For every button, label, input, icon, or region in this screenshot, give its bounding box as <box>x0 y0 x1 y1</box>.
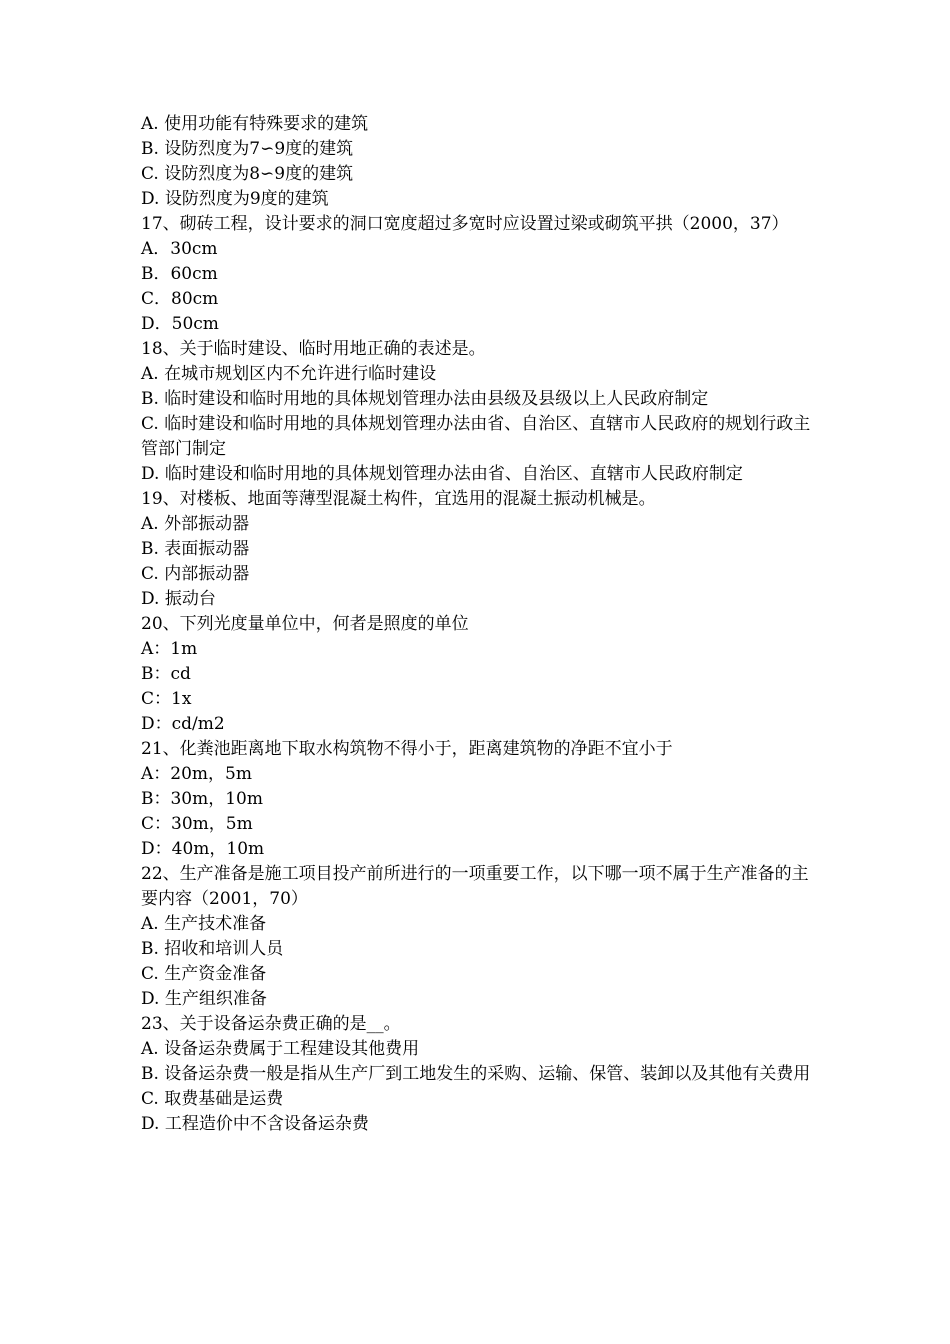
option-c: C. 临时建设和临时用地的具体规划管理办法由省、自治区、直辖市人民政府的规划行政主管部门制定 <box>141 414 811 459</box>
option-b: B. 临时建设和临时用地的具体规划管理办法由县级及县级以上人民政府制定 <box>141 389 709 409</box>
question-18: 18、关于临时建设、临时用地正确的表述是。 <box>141 339 486 359</box>
question-22: 22、生产准备是施工项目投产前所进行的一项重要工作，以下哪一项不属于生产准备的主要内容（2001，70） <box>141 864 809 909</box>
option-b: B. 表面振动器 <box>141 539 250 559</box>
option-c: C. 设防烈度为8∽9度的建筑 <box>141 164 354 184</box>
question-19: 19、对楼板、地面等薄型混凝土构件，宜选用的混凝土振动机械是。 <box>141 489 656 509</box>
option-c: C：1x <box>141 689 192 709</box>
option-c: C. 生产资金准备 <box>141 964 267 984</box>
option-a: A. 设备运杂费属于工程建设其他费用 <box>141 1039 420 1059</box>
question-23: 23、关于设备运杂费正确的是__。 <box>141 1014 401 1034</box>
option-c: C. 内部振动器 <box>141 564 250 584</box>
question-20: 20、下列光度量单位中，何者是照度的单位 <box>141 614 469 634</box>
option-b: B：cd <box>141 664 191 684</box>
option-c: C：30m，5m <box>141 814 253 834</box>
option-b: B：30m，10m <box>141 789 263 809</box>
option-a: A. 外部振动器 <box>141 514 250 534</box>
option-a: A. 生产技术准备 <box>141 914 267 934</box>
option-b: B. 招收和培训人员 <box>141 939 284 959</box>
option-d: D：40m，10m <box>141 839 265 859</box>
option-d: D．50cm <box>141 314 219 334</box>
option-a: A：1m <box>141 639 198 659</box>
option-b: B．60cm <box>141 264 218 284</box>
option-a: A. 在城市规划区内不允许进行临时建设 <box>141 364 437 384</box>
option-a: A：20m，5m <box>141 764 252 784</box>
option-c: C．80cm <box>141 289 219 309</box>
question-17: 17、砌砖工程，设计要求的洞口宽度超过多宽时应设置过梁或砌筑平拱（2000，37） <box>141 214 789 234</box>
option-b: B. 设备运杂费一般是指从生产厂到工地发生的采购、运输、保管、装卸以及其他有关费用 <box>141 1064 811 1084</box>
option-b: B. 设防烈度为7∽9度的建筑 <box>141 139 354 159</box>
option-d: D. 临时建设和临时用地的具体规划管理办法由省、自治区、直辖市人民政府制定 <box>141 464 743 484</box>
option-a: A. 使用功能有特殊要求的建筑 <box>141 114 369 134</box>
option-d: D. 工程造价中不含设备运杂费 <box>141 1114 369 1134</box>
option-d: D：cd/m2 <box>141 714 225 734</box>
option-d: D. 生产组织准备 <box>141 989 267 1009</box>
document-page <box>141 112 811 1137</box>
option-d: D. 设防烈度为9度的建筑 <box>141 189 329 209</box>
question-21: 21、化粪池距离地下取水构筑物不得小于，距离建筑物的净距不宜小于 <box>141 739 673 759</box>
option-c: C. 取费基础是运费 <box>141 1089 284 1109</box>
option-d: D. 振动台 <box>141 589 216 609</box>
option-a: A．30cm <box>141 239 218 259</box>
